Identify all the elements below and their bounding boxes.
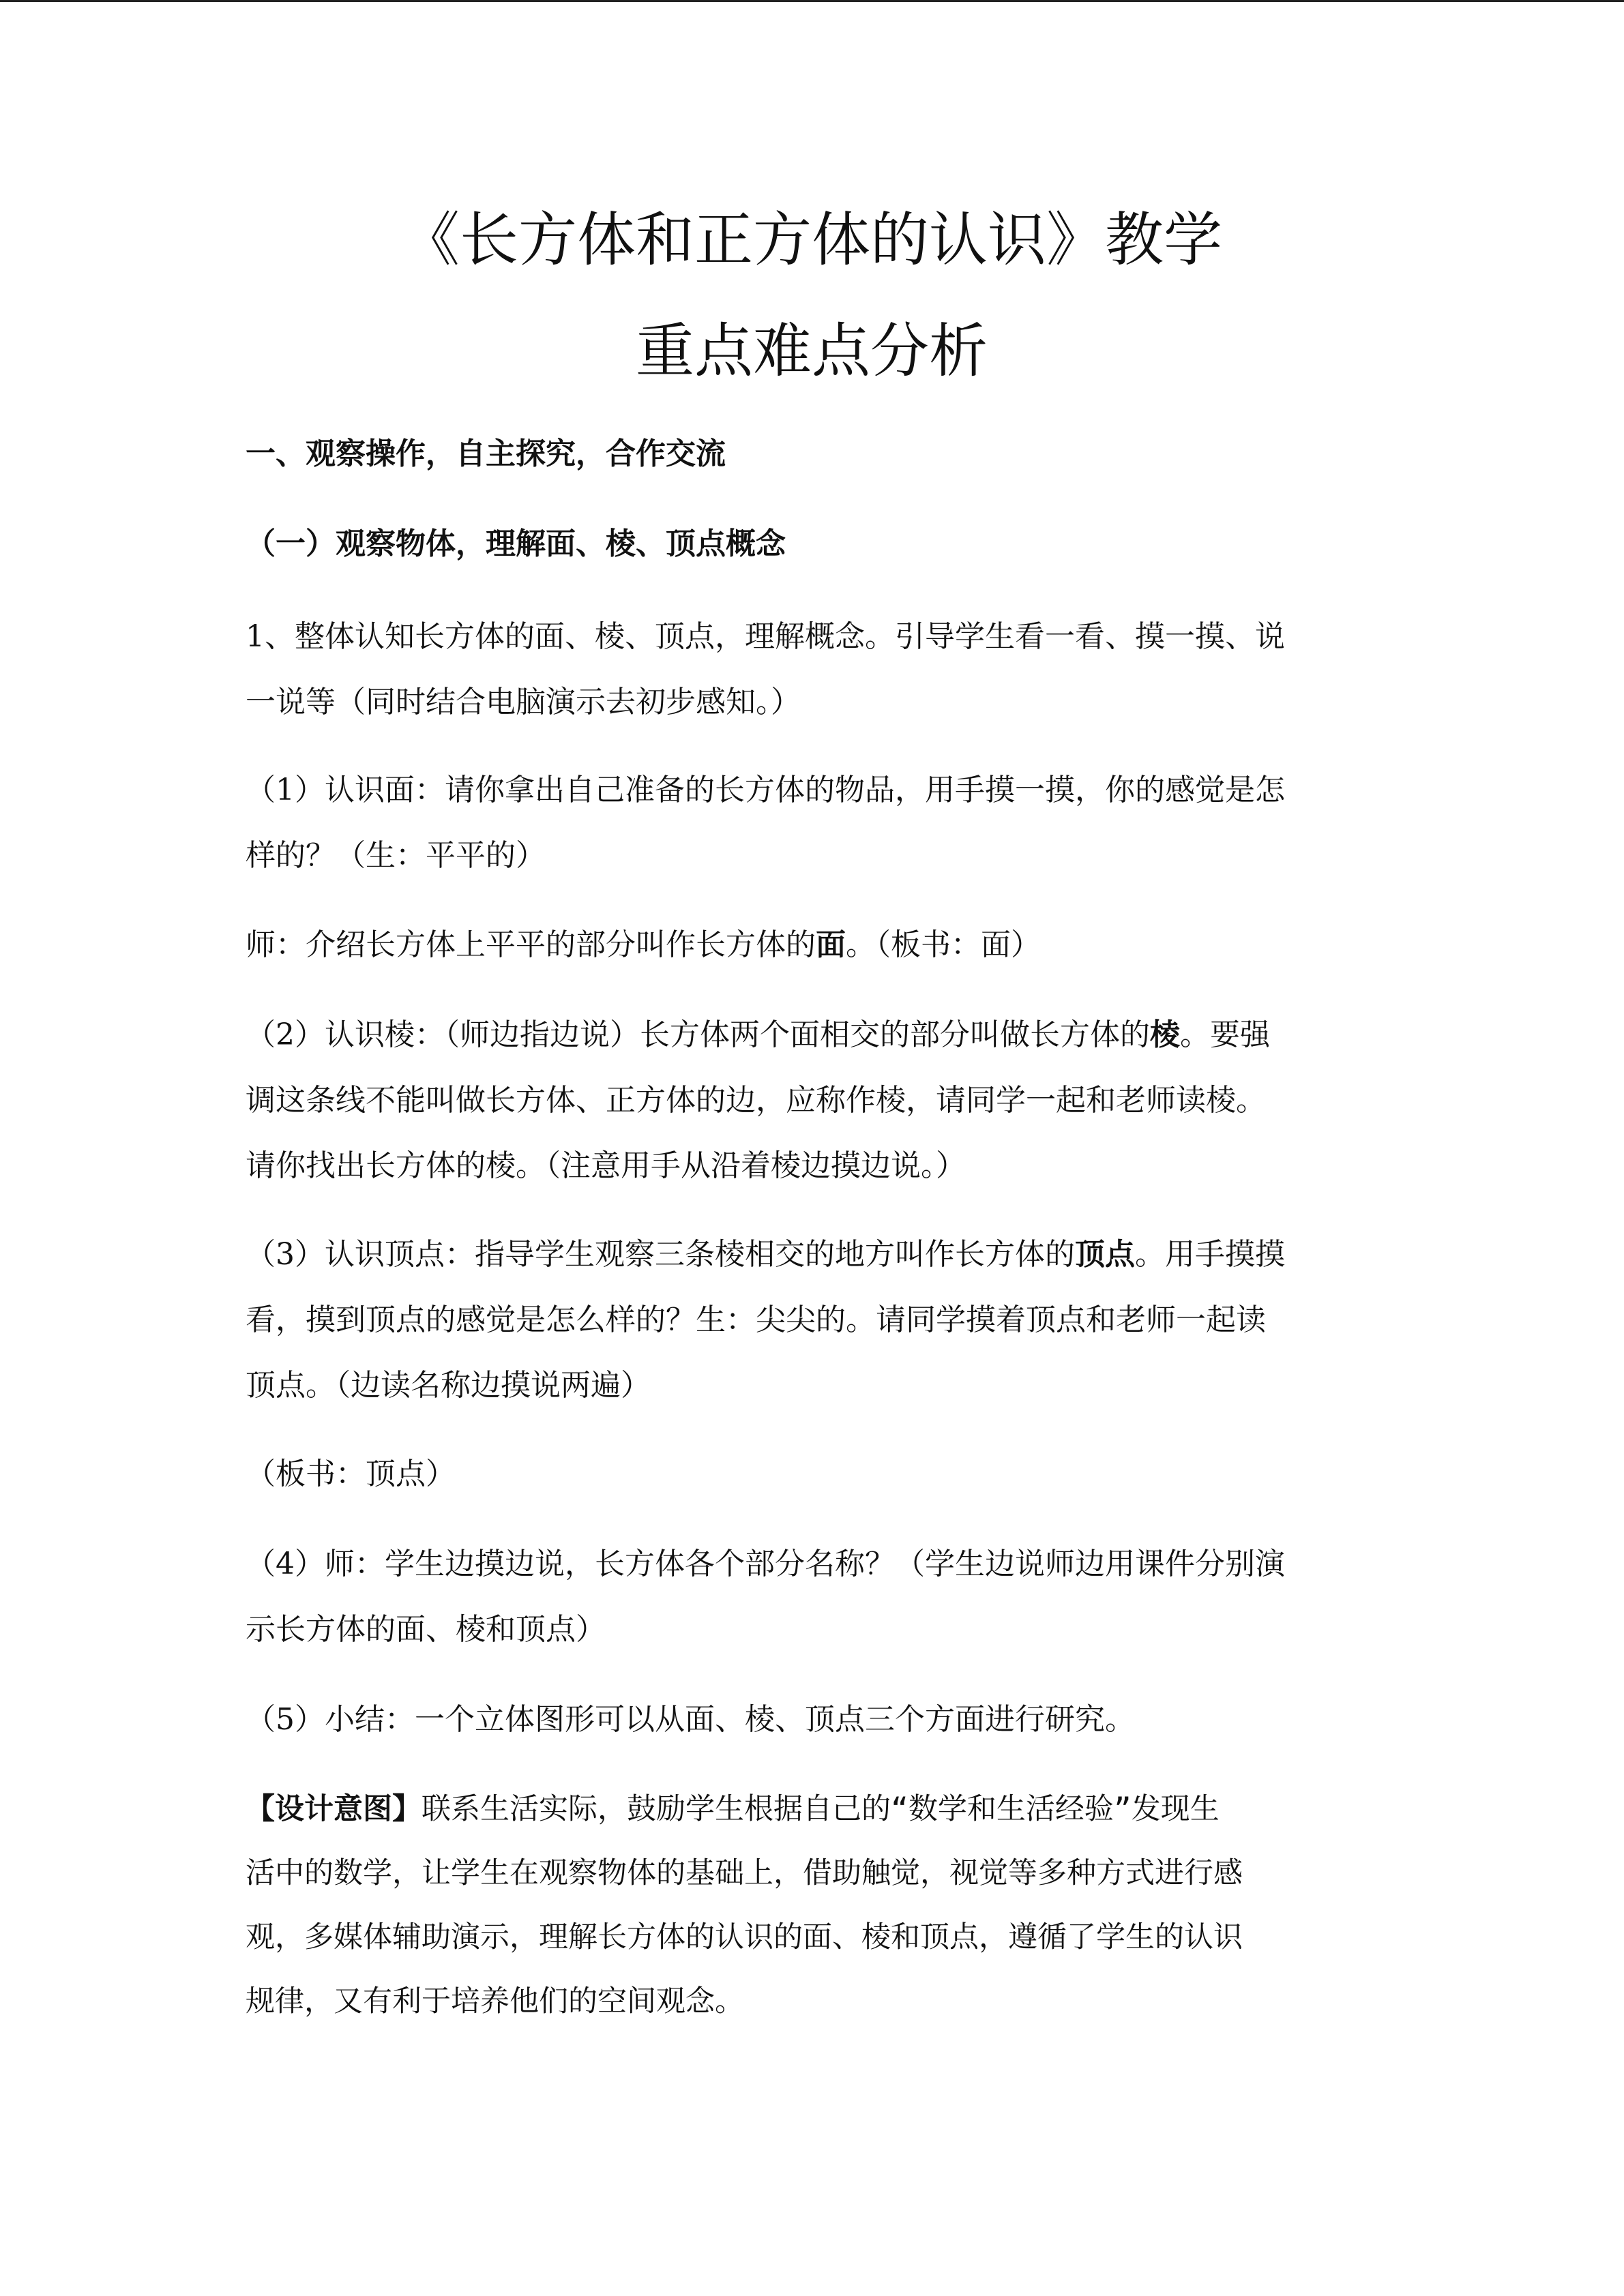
paragraph-line: 观，多媒体辅助演示，理解长方体的认识的面、棱和顶点，遵循了学生的认识 [246,1920,1243,1954]
bold-term-vertex: 顶点 [1075,1237,1135,1272]
paragraph-summary-parts [246,1532,1378,1663]
paragraph-line [246,1222,1378,1287]
paragraph-line [246,912,1378,978]
paragraph-conclusion [246,1687,1378,1753]
text-run: 。（板书：面） [846,927,1041,962]
text-run: 师：介绍长方体上平平的部分叫作长方体的 [246,927,816,962]
text-run: （2）认识棱：（师边指边说）长方体两个面相交的部分叫做长方体的 [246,1017,1150,1052]
text-run: 。用手摸摸 [1135,1237,1285,1272]
paragraph-line: （4）师：学生边摸边说，长方体各个部分名称？（学生边说师边用课件分别演 [246,1547,1285,1581]
text-run: （3）认识顶点：指导学生观察三条棱相交的地方叫作长方体的 [246,1237,1075,1272]
document-title-line2: 重点难点分析 [636,317,988,385]
paragraph-line: 示长方体的面、棱和顶点） [246,1612,606,1647]
design-intent-paragraph [246,1777,1378,2033]
paragraph-line: （5）小结：一个立体图形可以从面、棱、顶点三个方面进行研究。 [246,1702,1135,1737]
paragraph-line: （板书：顶点） [246,1457,456,1491]
paragraph-line: 规律，又有利于培养他们的空间观念。 [246,1984,744,2018]
paragraph-line: 1、整体认知长方体的面、棱、顶点，理解概念。引导学生看一看、摸一摸、说 [246,619,1285,654]
paragraph-line: 请你找出长方体的棱。（注意用手从沿着棱边摸边说。） [246,1148,966,1183]
paragraph-line: 看，摸到顶点的感觉是怎么样的？生：尖尖的。请同学摸着顶点和老师一起读 [246,1302,1266,1337]
bold-term-edge: 棱 [1150,1017,1180,1052]
document-title-line1: 《长方体和正方体的认识》教学 [401,206,1222,274]
bold-term-face: 面 [816,927,846,962]
section1-heading: 一、观察操作，自主探究，合作交流 [246,436,726,471]
paragraph-line: 活中的数学，让学生在观察物体的基础上，借助触觉，视觉等多种方式进行感 [246,1856,1243,1890]
paragraph-edge [246,1002,1378,1199]
paragraph-line [246,1002,1378,1068]
design-intent-label: 【设计意图】 [246,1792,422,1826]
text-run: 。要强 [1180,1017,1270,1052]
paragraph-line [246,1777,1378,1841]
top-border-line [0,0,1624,2]
subsection1-heading: （一）观察物体，理解面、棱、顶点概念 [246,526,786,561]
paragraph-line: 调这条线不能叫做长方体、正方体的边，应称作棱，请同学一起和老师读棱。 [246,1083,1266,1118]
paragraph-line: （1）认识面：请你拿出自己准备的长方体的物品，用手摸一摸，你的感觉是怎 [246,773,1285,807]
paragraph-face-teacher [246,912,1378,978]
text-run: 联系生活实际，鼓励学生根据自己的“数学和生活经验”发现生 [422,1792,1220,1826]
paragraph-line: 一说等（同时结合电脑演示去初步感知。） [246,685,801,719]
paragraph-face [246,758,1378,889]
paragraph-line: 样的？（生：平平的） [246,838,546,873]
paragraph-overview [246,604,1378,735]
paragraph-line: 顶点。（边读名称边摸说两遍） [246,1368,651,1403]
paragraph-board-note [246,1442,1378,1507]
paragraph-vertex [246,1222,1378,1418]
